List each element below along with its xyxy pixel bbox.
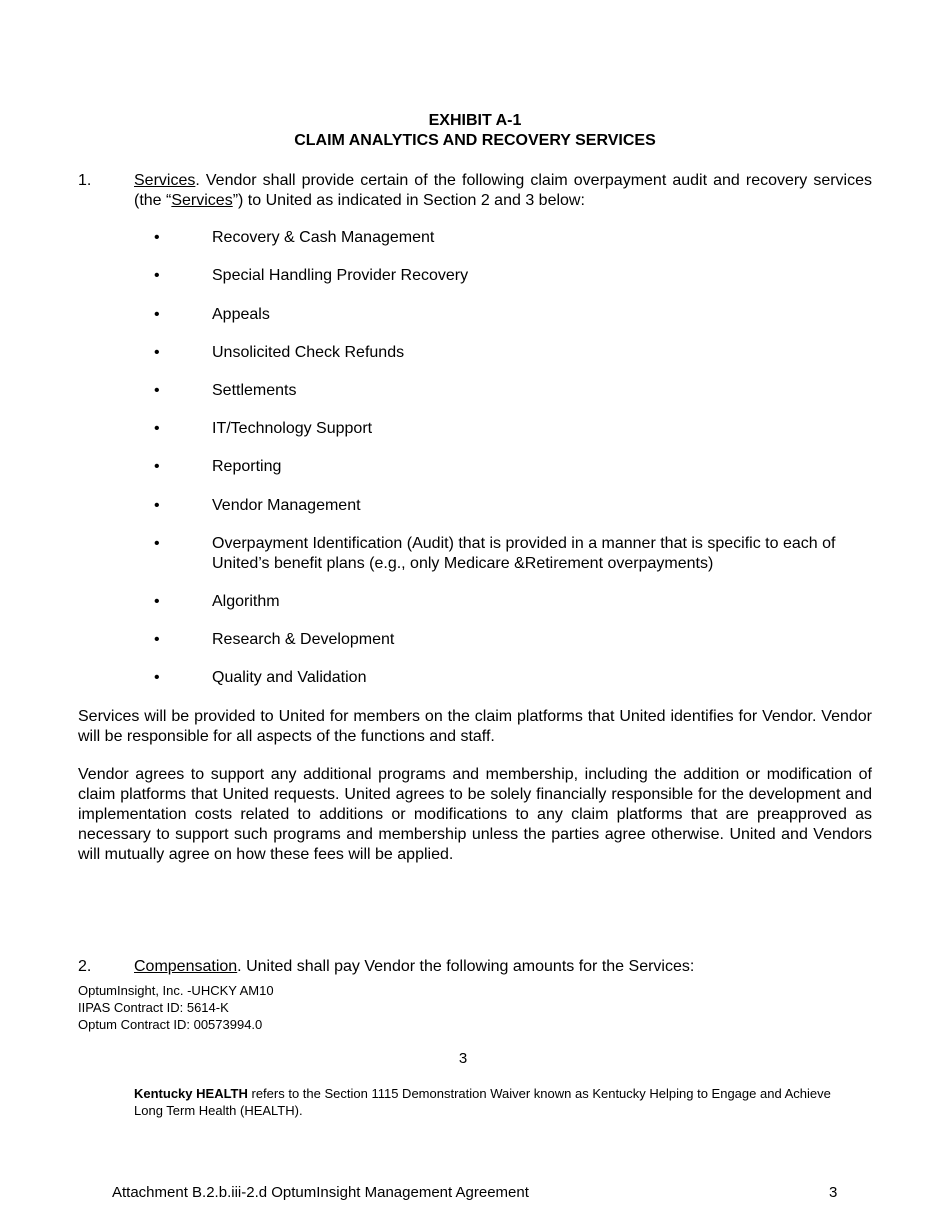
bullet-icon: •	[154, 669, 160, 686]
footer-page-number: 3	[829, 1184, 838, 1201]
list-item-text: Reporting	[212, 458, 282, 475]
exhibit-label: EXHIBIT A-1	[428, 112, 522, 129]
section-1-number: 1.	[78, 172, 92, 189]
list-item-text: Quality and Validation	[212, 669, 367, 686]
contract-iipas-line: IIPAS Contract ID: 5614-K	[78, 1000, 229, 1015]
section-2-heading: Compensation	[134, 958, 238, 975]
paragraph-vendor-agrees: Vendor agrees to support any additional programs and membership, including the addition or modification of claim platforms that United requests. United agrees to be solely financially responsible for the development and implementation costs related to additions or modifications to any claim platforms that are preapproved as necessary to support such programs and membership unless the parties agree otherwise. United and Vendors will mutually agree on how these fees will be applied.	[78, 766, 872, 863]
list-item-text: IT/Technology Support	[212, 420, 373, 437]
list-item-text: Appeals	[212, 306, 270, 323]
section-2-intro	[134, 957, 872, 977]
section-1-text-b: ”) to United as indicated in Section 2 and 3 below:	[232, 192, 585, 209]
page-number: 3	[458, 1050, 468, 1067]
bullet-icon: •	[154, 458, 160, 475]
list-item-text: Vendor Management	[212, 497, 361, 514]
bullet-icon: •	[154, 535, 160, 552]
list-item-text: Unsolicited Check Refunds	[212, 344, 405, 361]
contract-vendor-line: OptumInsight, Inc. -UHCKY AM10	[78, 983, 274, 998]
bullet-icon: •	[154, 267, 160, 284]
bullet-icon: •	[154, 382, 160, 399]
list-item-text: Settlements	[212, 382, 297, 399]
list-item-text: Research & Development	[212, 631, 395, 648]
bullet-icon: •	[154, 497, 160, 514]
footer-attachment-title: Attachment B.2.b.iii-2.d OptumInsight Management Agreement	[112, 1184, 529, 1201]
section-1-heading: Services	[134, 172, 196, 189]
list-item-text: Overpayment Identification (Audit) that is provided in a manner that is specific to each of United’s benefit plans (e.g., only Medicare &Retirement overpayments)	[212, 535, 836, 572]
bullet-icon: •	[154, 631, 160, 648]
section-1-defined-term: Services	[171, 192, 233, 209]
list-item-text: Recovery & Cash Management	[212, 229, 435, 246]
footnote-text: refers to the Section 1115 Demonstration Waiver known as Kentucky Helping to Engage and Achieve Long Term Health (HEALTH).	[134, 1086, 831, 1118]
list-item-text: Algorithm	[212, 593, 280, 610]
bullet-icon: •	[154, 420, 160, 437]
exhibit-title: CLAIM ANALYTICS AND RECOVERY SERVICES	[294, 132, 656, 149]
contract-optum-line: Optum Contract ID: 00573994.0	[78, 1017, 263, 1032]
section-1-text-a: . Vendor shall provide certain of the following claim overpayment audit and recovery services (the “	[134, 172, 872, 209]
section-2-number: 2.	[78, 958, 92, 975]
section-1-intro	[134, 171, 872, 211]
bullet-icon: •	[154, 229, 160, 246]
footnote-bold: Kentucky HEALTH	[134, 1086, 248, 1101]
bullet-icon: •	[154, 344, 160, 361]
paragraph-services-provided: Services will be provided to United for members on the claim platforms that United identifies for Vendor. Vendor will be responsible for all aspects of the functions and staff.	[78, 708, 872, 745]
list-item-text: Special Handling Provider Recovery	[212, 267, 469, 284]
bullet-icon: •	[154, 593, 160, 610]
footnote	[134, 1085, 854, 1119]
bullet-icon: •	[154, 306, 160, 323]
section-2-text: . United shall pay Vendor the following amounts for the Services:	[237, 958, 695, 975]
